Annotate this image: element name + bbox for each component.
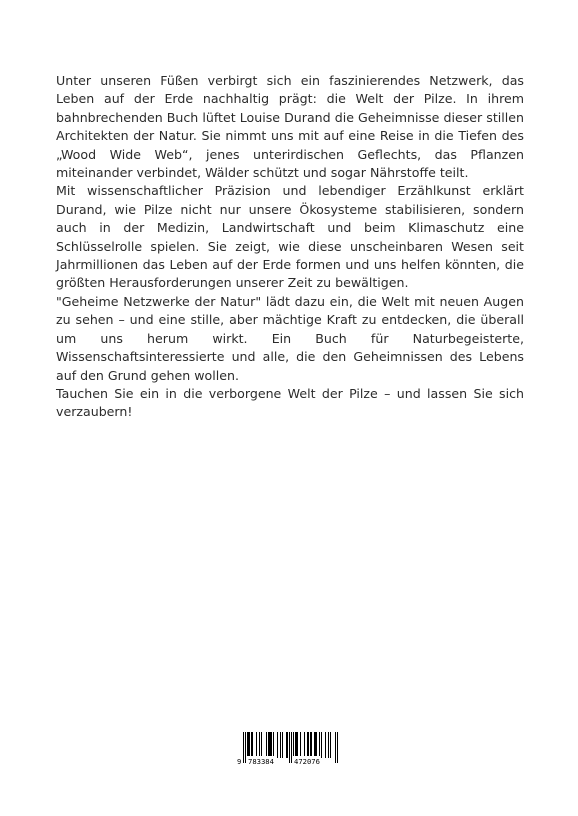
barcode-bar (319, 732, 320, 758)
barcode-bar (328, 732, 329, 758)
barcode-bar (282, 732, 283, 758)
barcode-bar (280, 732, 281, 758)
barcode-bar (321, 732, 322, 758)
barcode-left-digits: 783384 (248, 757, 274, 766)
barcode-bar (330, 732, 331, 758)
blurb-paragraph-2: Mit wissenschaftlicher Präzision und lebendiger Erzählkunst erklärt Durand, wie Pilze nicht nur unsere Ökosysteme stabilisieren, sondern auch in der Medizin, Landwirtschaft und beim Klimaschutz eine Schlüsselrolle spielen. Sie zeigt, wie diese unscheinbaren Wesen seit Jahrmillionen das Leben auf der Erde formen und uns helfen könnten, die größten Herausforderungen unserer Zeit zu bewältigen. (56, 183, 524, 291)
barcode-bar (261, 732, 262, 758)
barcode-bar (307, 732, 309, 758)
barcode-bar (310, 732, 312, 758)
barcode-bar (286, 732, 288, 758)
barcode-bar (273, 732, 274, 758)
barcode-bar (268, 732, 272, 758)
barcode-bar (300, 732, 301, 758)
barcode-bar (266, 732, 267, 758)
blurb-paragraph-3: "Geheime Netzwerke der Natur" lädt dazu ein, die Welt mit neuen Augen zu sehen – und eine stille, aber mächtige Kraft zu entdecken, die überall um uns herum wirkt. Ein Buch für Naturbegeisterte, Wissenschaftsinteressierte und alle, die den Geheimnissen des Lebens auf den Grund gehen wollen. (56, 293, 524, 383)
back-cover-blurb (56, 72, 524, 422)
barcode-bar (256, 732, 257, 758)
barcode-bar (325, 732, 326, 758)
barcode-bar (247, 732, 250, 758)
barcode-bar (251, 732, 253, 758)
barcode-bar (259, 732, 260, 758)
barcode-bar (277, 732, 278, 758)
isbn-barcode (237, 732, 341, 770)
barcode-bar (295, 732, 298, 758)
blurb-paragraph-4: Tauchen Sie ein in die verborgene Welt der Pilze – und lassen Sie sich verzaubern! (56, 385, 524, 420)
blurb-paragraph-1: Unter unseren Füßen verbirgt sich ein faszinierendes Netzwerk, das Leben auf der Erde nachhaltig prägt: die Welt der Pilze. In ihrem bahnbrechenden Buch lüftet Louise Durand die Geheimnisse dieser stillen Architekten der Natur. Sie nimmt uns mit auf eine Reise in die Tiefen des „Wood Wide Web“, jenes unterirdischen Geflechts, das Pflanzen miteinander verbindet, Wälder schützt und sogar Nährstoffe teilt. (56, 73, 524, 181)
barcode-bar (314, 732, 317, 758)
barcode-first-digit: 9 (237, 757, 242, 766)
barcode-bar (293, 732, 294, 758)
barcode-bar (304, 732, 305, 758)
barcode-digits (237, 756, 341, 768)
barcode-right-digits: 472076 (294, 757, 320, 766)
